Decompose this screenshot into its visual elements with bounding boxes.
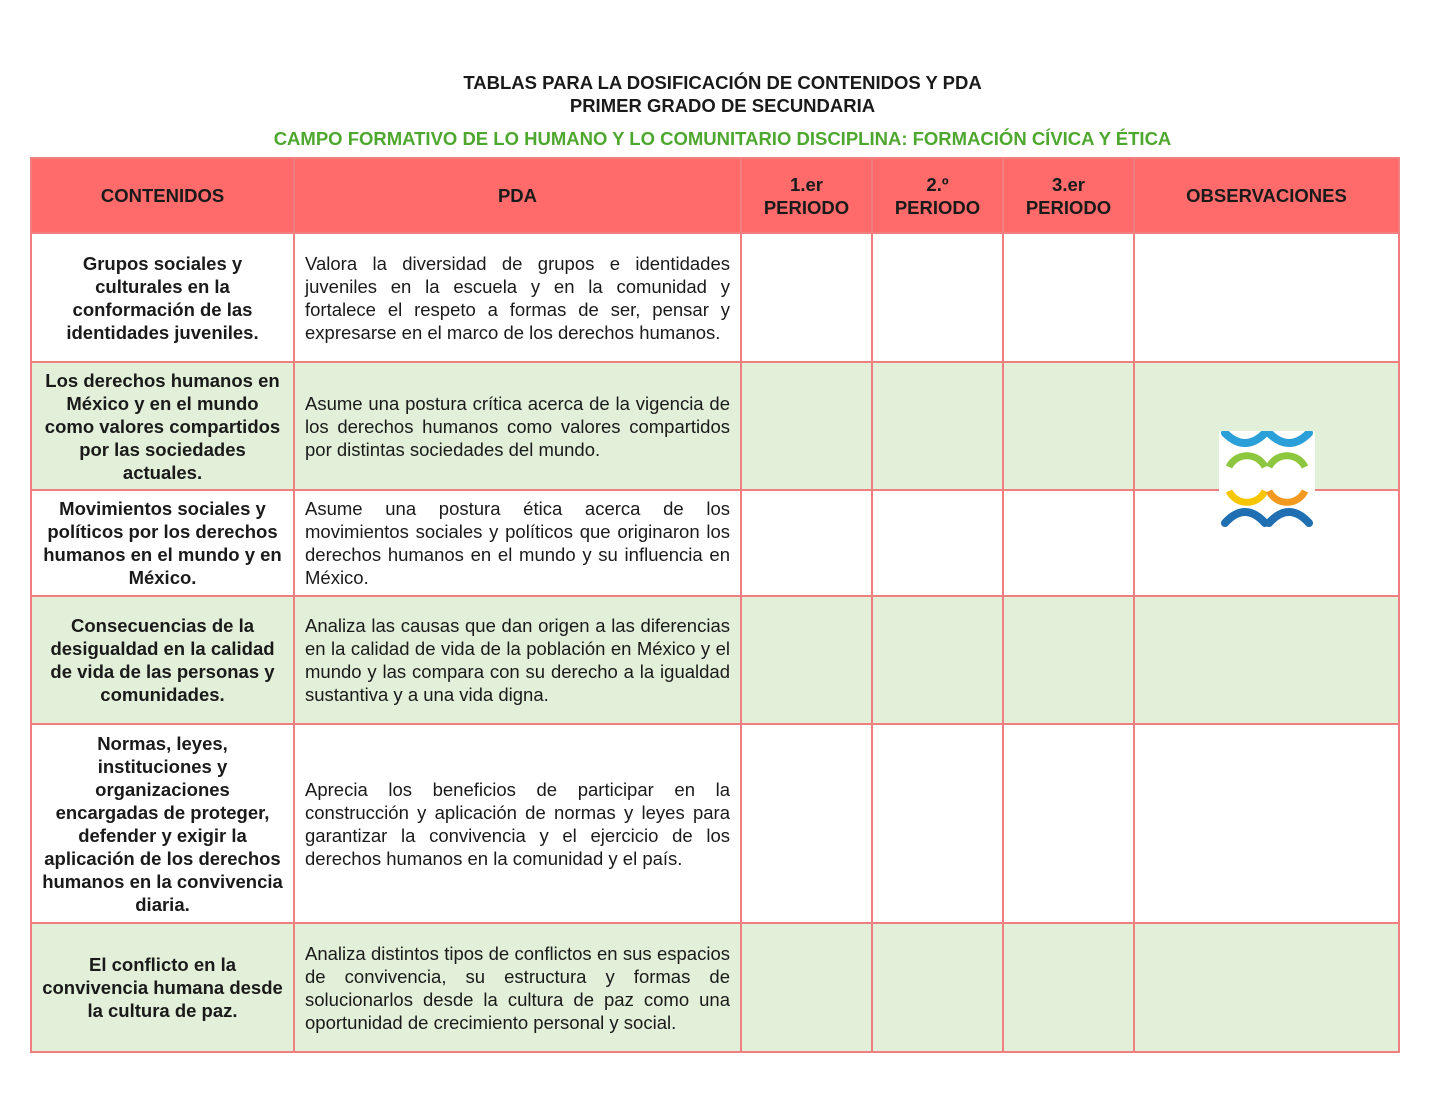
periodo-2-cell xyxy=(872,596,1003,724)
observaciones-cell xyxy=(1134,233,1399,362)
contenido-cell: Movimientos sociales y políticos por los derechos humanos en el mundo y en México. xyxy=(31,490,294,596)
periodo-3-cell xyxy=(1003,490,1134,596)
observaciones-cell xyxy=(1134,923,1399,1052)
periodo-1-cell xyxy=(741,362,872,490)
periodo-3-cell xyxy=(1003,923,1134,1052)
pda-cell: Asume una postura crítica acerca de la vigencia de los derechos humanos como valores compartidos por distintas sociedades del mundo. xyxy=(294,362,741,490)
periodo-3-cell xyxy=(1003,596,1134,724)
col-header-observaciones: OBSERVACIONES xyxy=(1134,158,1399,233)
table-row xyxy=(31,923,1399,1052)
table-header-row xyxy=(31,158,1399,233)
contenido-cell: Consecuencias de la desigualdad en la calidad de vida de las personas y comunidades. xyxy=(31,596,294,724)
dosificacion-table xyxy=(30,157,1400,1053)
periodo-2-cell xyxy=(872,233,1003,362)
document-title-line1: TABLAS PARA LA DOSIFICACIÓN DE CONTENIDOS Y PDA xyxy=(463,72,982,93)
interlocking-rings-logo-icon xyxy=(1219,431,1315,527)
table-row xyxy=(31,233,1399,362)
col-header-periodo-1: 1.er PERIODO xyxy=(741,158,872,233)
table-row xyxy=(31,490,1399,596)
periodo-2-cell xyxy=(872,490,1003,596)
contenido-cell: El conflicto en la convivencia humana desde la cultura de paz. xyxy=(31,923,294,1052)
observaciones-cell xyxy=(1134,596,1399,724)
contenido-cell: Normas, leyes, instituciones y organizaciones encargadas de proteger, defender y exigir la aplicación de los derechos humanos en la convivencia diaria. xyxy=(31,724,294,923)
periodo-3-cell xyxy=(1003,233,1134,362)
contenido-cell: Grupos sociales y culturales en la conformación de las identidades juveniles. xyxy=(31,233,294,362)
col-header-periodo-2: 2.º PERIODO xyxy=(872,158,1003,233)
observaciones-cell xyxy=(1134,724,1399,923)
col-header-periodo-3: 3.er PERIODO xyxy=(1003,158,1134,233)
pda-cell: Analiza las causas que dan origen a las diferencias en la calidad de vida de la población en México y el mundo y las compara con su derecho a la igualdad sustantiva y a una vida digna. xyxy=(294,596,741,724)
periodo-2-cell xyxy=(872,724,1003,923)
periodo-2-cell xyxy=(872,923,1003,1052)
document-subtitle: CAMPO FORMATIVO DE LO HUMANO Y LO COMUNITARIO DISCIPLINA: FORMACIÓN CÍVICA Y ÉTICA xyxy=(273,128,1172,149)
periodo-1-cell xyxy=(741,233,872,362)
table-row xyxy=(31,724,1399,923)
periodo-2-cell xyxy=(872,362,1003,490)
pda-cell: Asume una postura ética acerca de los movimientos sociales y políticos que originaron los derechos humanos en el mundo y su influencia en México. xyxy=(294,490,741,596)
pda-cell: Analiza distintos tipos de conflictos en sus espacios de convivencia, su estructura y formas de solucionarlos desde la cultura de paz como una oportunidad de crecimiento personal y social. xyxy=(294,923,741,1052)
periodo-1-cell xyxy=(741,923,872,1052)
document-title-line2: PRIMER GRADO DE SECUNDARIA xyxy=(569,95,876,116)
table-row xyxy=(31,596,1399,724)
col-header-contenidos: CONTENIDOS xyxy=(31,158,294,233)
table-row xyxy=(31,362,1399,490)
periodo-1-cell xyxy=(741,724,872,923)
periodo-1-cell xyxy=(741,490,872,596)
pda-cell: Valora la diversidad de grupos e identidades juveniles en la escuela y en la comunidad y fortalece el respeto a formas de ser, pensar y expresarse en el marco de los derechos humanos. xyxy=(294,233,741,362)
col-header-pda: PDA xyxy=(294,158,741,233)
pda-cell: Aprecia los beneficios de participar en la construcción y aplicación de normas y leyes para garantizar la convivencia y el ejercicio de los derechos humanos en la comunidad y el país. xyxy=(294,724,741,923)
periodo-1-cell xyxy=(741,596,872,724)
periodo-3-cell xyxy=(1003,724,1134,923)
periodo-3-cell xyxy=(1003,362,1134,490)
contenido-cell: Los derechos humanos en México y en el mundo como valores compartidos por las sociedades actuales. xyxy=(31,362,294,490)
